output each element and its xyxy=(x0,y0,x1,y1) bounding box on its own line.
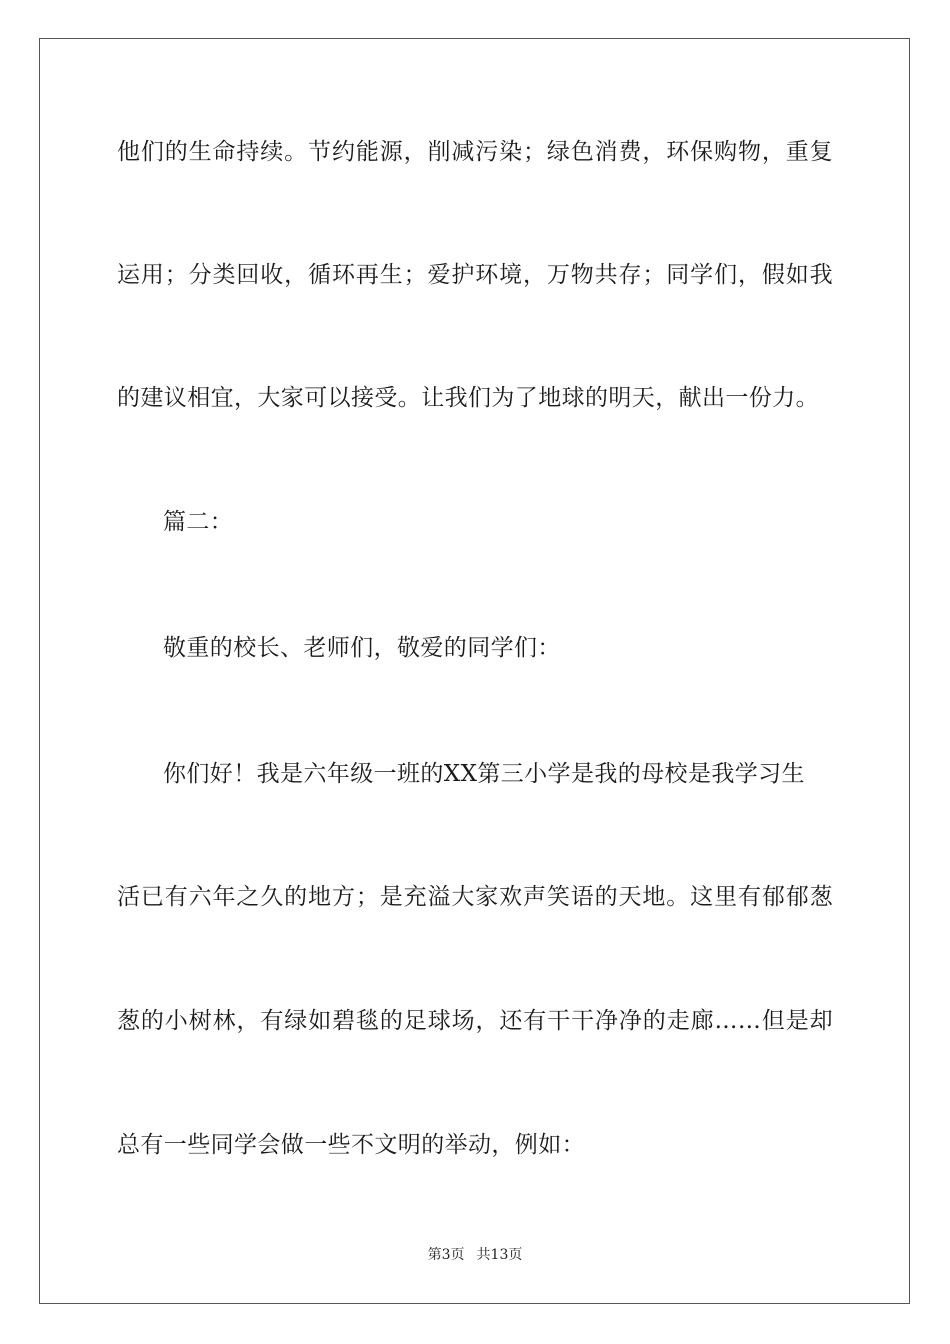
text-line-3: 的建议相宜，大家可以接受。让我们为了地球的明天，献出一份力。 xyxy=(117,385,819,411)
text-line-8: 葱的小树林，有绿如碧毯的足球场，还有干干净净的走廊……但是却 xyxy=(117,1008,833,1034)
section-heading: 篇二： xyxy=(163,509,234,535)
page-number: 第3页 xyxy=(427,1247,465,1263)
text-line-9: 总有一些同学会做一些不文明的举动，例如： xyxy=(117,1132,585,1158)
text-line-1: 他们的生命持续。节约能源，削减污染；绿色消费，环保购物，重复 xyxy=(117,139,833,165)
text-line-6: 你们好！我是六年级一班的XX第三小学是我的母校是我学习生 xyxy=(163,761,805,787)
text-line-7: 活已有六年之久的地方；是充溢大家欢声笑语的天地。这里有郁郁葱 xyxy=(117,884,833,910)
page-total: 共13页 xyxy=(476,1247,523,1263)
salutation: 敬重的校长、老师们，敬爱的同学们： xyxy=(163,635,561,661)
text-line-2: 运用；分类回收，循环再生；爱护环境，万物共存；同学们，假如我 xyxy=(117,262,833,288)
page-footer xyxy=(0,1246,950,1264)
page-border xyxy=(39,38,910,1304)
